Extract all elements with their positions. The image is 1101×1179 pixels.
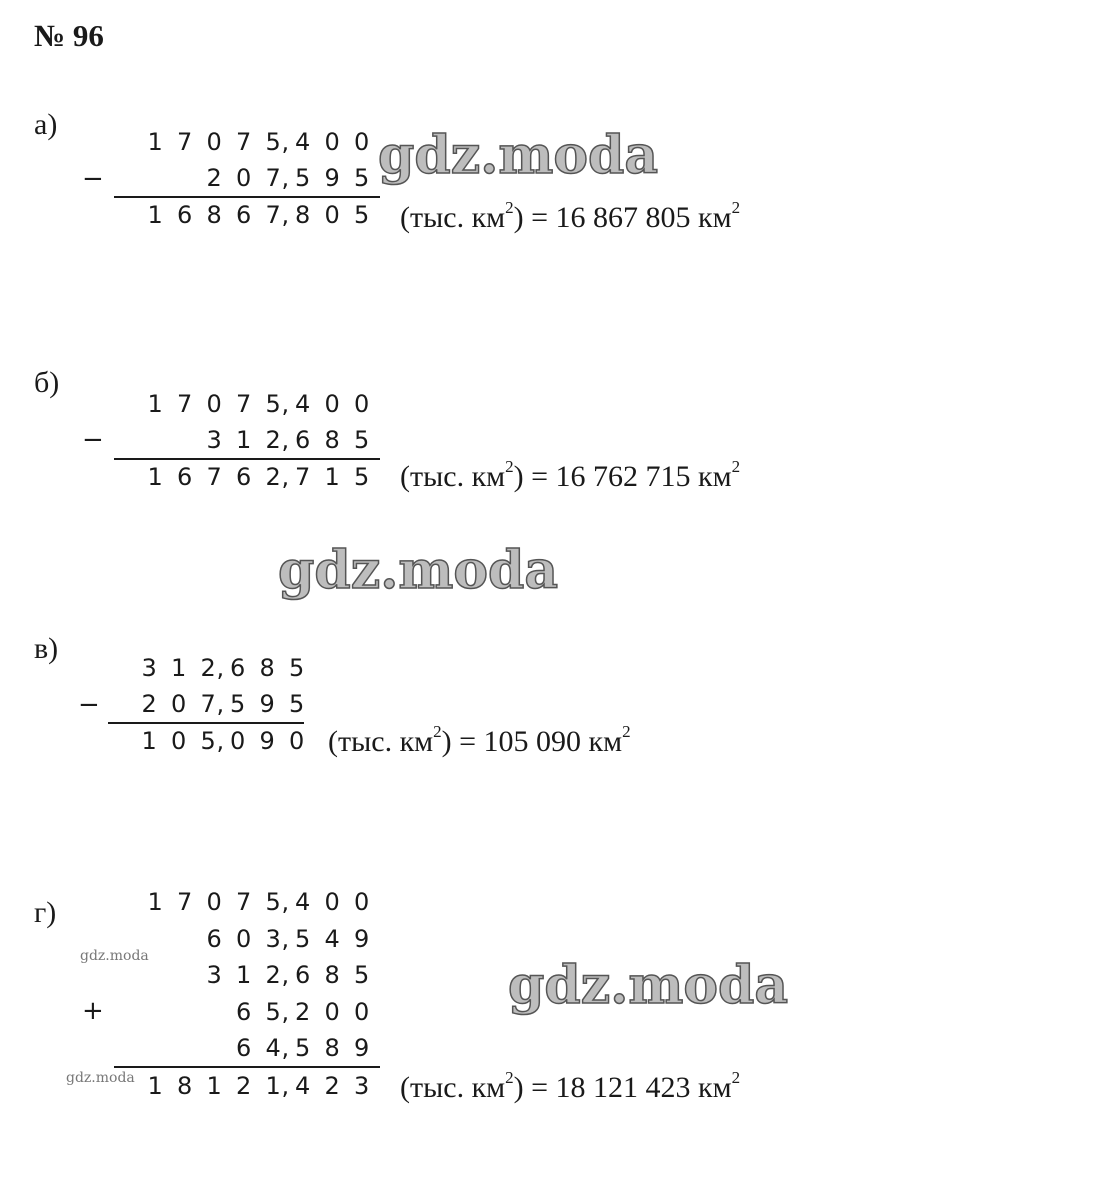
digit: 0 (236, 164, 252, 192)
digit: 6 (230, 654, 246, 682)
decimal-comma: , (281, 961, 290, 989)
digit: 3 (141, 654, 157, 682)
digit: 6 (236, 1034, 252, 1062)
b-minus-sign: − (82, 425, 104, 455)
digit: 3 (206, 961, 222, 989)
digit: 4 (265, 1034, 281, 1062)
digit: 4 (295, 888, 311, 916)
watermark-b: gdz.moda (278, 540, 559, 601)
g-result-line (114, 1066, 380, 1068)
part-label-g: г) (34, 896, 57, 929)
digit: 7 (265, 164, 281, 192)
digit: 2 (236, 1072, 252, 1100)
digit: 5 (265, 997, 281, 1026)
digit: 9 (354, 1034, 370, 1062)
digit: 8 (324, 961, 340, 989)
decimal-comma: , (216, 654, 225, 682)
decimal-comma: , (216, 690, 225, 718)
digit: 5 (265, 888, 281, 916)
digit: 0 (289, 727, 305, 755)
decimal-comma: , (281, 888, 290, 916)
digit: 7 (236, 888, 252, 916)
digit: 5 (289, 654, 305, 682)
digit: 6 (177, 201, 193, 229)
digit: 1 (206, 1072, 222, 1100)
digit: 5 (265, 390, 281, 418)
digit: 2 (295, 997, 311, 1026)
digit: 5 (295, 164, 311, 192)
digit: 1 (147, 201, 163, 229)
decimal-comma: , (281, 997, 290, 1026)
digit: 8 (177, 1072, 193, 1100)
b-result-line (114, 458, 380, 460)
digit: 5 (265, 128, 281, 156)
digit: 1 (147, 390, 163, 418)
a-conversion: (тыс. $км^2) = 16$ 867 805 $км^2$ (400, 198, 741, 234)
b-conversion: (тыс. $км^2) = 16$ 762 715 $км^2$ (400, 457, 741, 493)
digit: 6 (177, 463, 193, 491)
digit: 6 (236, 997, 252, 1026)
digit: 0 (324, 201, 340, 229)
digit: 4 (295, 128, 311, 156)
digit: 7 (236, 390, 252, 418)
digit: 0 (206, 390, 222, 418)
digit: 8 (324, 1034, 340, 1062)
digit: 1 (147, 1072, 163, 1100)
digit: 2 (206, 164, 222, 192)
digit: 7 (177, 888, 193, 916)
digit: 1 (147, 128, 163, 156)
digit: 9 (259, 727, 275, 755)
digit: 3 (354, 1072, 370, 1100)
watermark-small-1: gdz.moda (80, 948, 149, 964)
digit: 5 (230, 690, 246, 718)
decimal-comma: , (281, 164, 290, 192)
decimal-comma: , (281, 426, 290, 454)
digit: 1 (147, 888, 163, 916)
decimal-comma: , (281, 1034, 290, 1062)
digit: 9 (324, 164, 340, 192)
digit: 1 (171, 654, 187, 682)
digit: 0 (354, 128, 370, 156)
decimal-comma: , (281, 390, 290, 418)
digit: 4 (295, 390, 311, 418)
digit: 1 (324, 463, 340, 491)
digit: 0 (206, 888, 222, 916)
digit: 0 (324, 997, 340, 1026)
digit: 1 (236, 426, 252, 454)
digit: 3 (206, 426, 222, 454)
watermark-g: gdz.moda (508, 955, 789, 1016)
digit: 5 (295, 924, 311, 953)
digit: 5 (354, 463, 370, 491)
v-result-line (108, 722, 304, 724)
digit: 5 (354, 426, 370, 454)
digit: 2 (265, 961, 281, 989)
g-conversion: (тыс. $км^2) = 18$ 121 423 $км^2$ (400, 1068, 741, 1104)
problem-number: № 96 (34, 18, 104, 53)
digit: 1 (236, 961, 252, 989)
digit: 0 (354, 997, 370, 1026)
digit: 7 (295, 463, 311, 491)
digit: 5 (354, 961, 370, 989)
digit: 8 (259, 654, 275, 682)
digit: 6 (236, 463, 252, 491)
a-minus-sign: − (82, 164, 104, 194)
a-result-line (114, 196, 380, 198)
digit: 6 (295, 426, 311, 454)
decimal-comma: , (281, 201, 290, 229)
decimal-comma: , (281, 1072, 290, 1100)
watermark-a: gdz.moda (378, 125, 659, 186)
digit: 0 (354, 390, 370, 418)
watermark-small-2: gdz.moda (66, 1070, 135, 1086)
digit: 7 (200, 690, 216, 718)
digit: 7 (177, 128, 193, 156)
digit: 8 (295, 201, 311, 229)
digit: 0 (236, 924, 252, 953)
digit: 2 (141, 690, 157, 718)
digit: 6 (236, 201, 252, 229)
digit: 7 (177, 390, 193, 418)
v-minus-sign: − (78, 690, 100, 720)
digit: 6 (295, 961, 311, 989)
g-plus-sign: + (82, 996, 104, 1026)
digit: 1 (141, 727, 157, 755)
digit: 2 (324, 1072, 340, 1100)
decimal-comma: , (216, 727, 225, 755)
digit: 5 (354, 201, 370, 229)
digit: 0 (324, 128, 340, 156)
digit: 0 (171, 727, 187, 755)
digit: 8 (324, 426, 340, 454)
digit: 1 (147, 463, 163, 491)
decimal-comma: , (281, 463, 290, 491)
digit: 1 (265, 1072, 281, 1100)
digit: 7 (265, 201, 281, 229)
digit: 6 (206, 924, 222, 953)
digit: 3 (265, 924, 281, 953)
digit: 7 (236, 128, 252, 156)
v-conversion: (тыс. $км^2) = 105$ 090 $км^2$ (328, 722, 631, 758)
digit: 5 (295, 1034, 311, 1062)
digit: 2 (265, 426, 281, 454)
digit: 0 (171, 690, 187, 718)
decimal-comma: , (281, 128, 290, 156)
digit: 4 (324, 924, 340, 953)
digit: 8 (206, 201, 222, 229)
digit: 2 (200, 654, 216, 682)
digit: 4 (295, 1072, 311, 1100)
digit: 0 (324, 390, 340, 418)
digit: 9 (259, 690, 275, 718)
decimal-comma: , (281, 924, 290, 953)
digit: 0 (324, 888, 340, 916)
digit: 0 (230, 727, 246, 755)
part-label-b: б) (34, 366, 60, 399)
digit: 5 (289, 690, 305, 718)
digit: 5 (200, 727, 216, 755)
part-label-v: в) (34, 632, 59, 665)
digit: 2 (265, 463, 281, 491)
digit: 5 (354, 164, 370, 192)
part-label-a: а) (34, 108, 58, 141)
digit: 0 (206, 128, 222, 156)
digit: 9 (354, 924, 370, 953)
digit: 7 (206, 463, 222, 491)
digit: 0 (354, 888, 370, 916)
